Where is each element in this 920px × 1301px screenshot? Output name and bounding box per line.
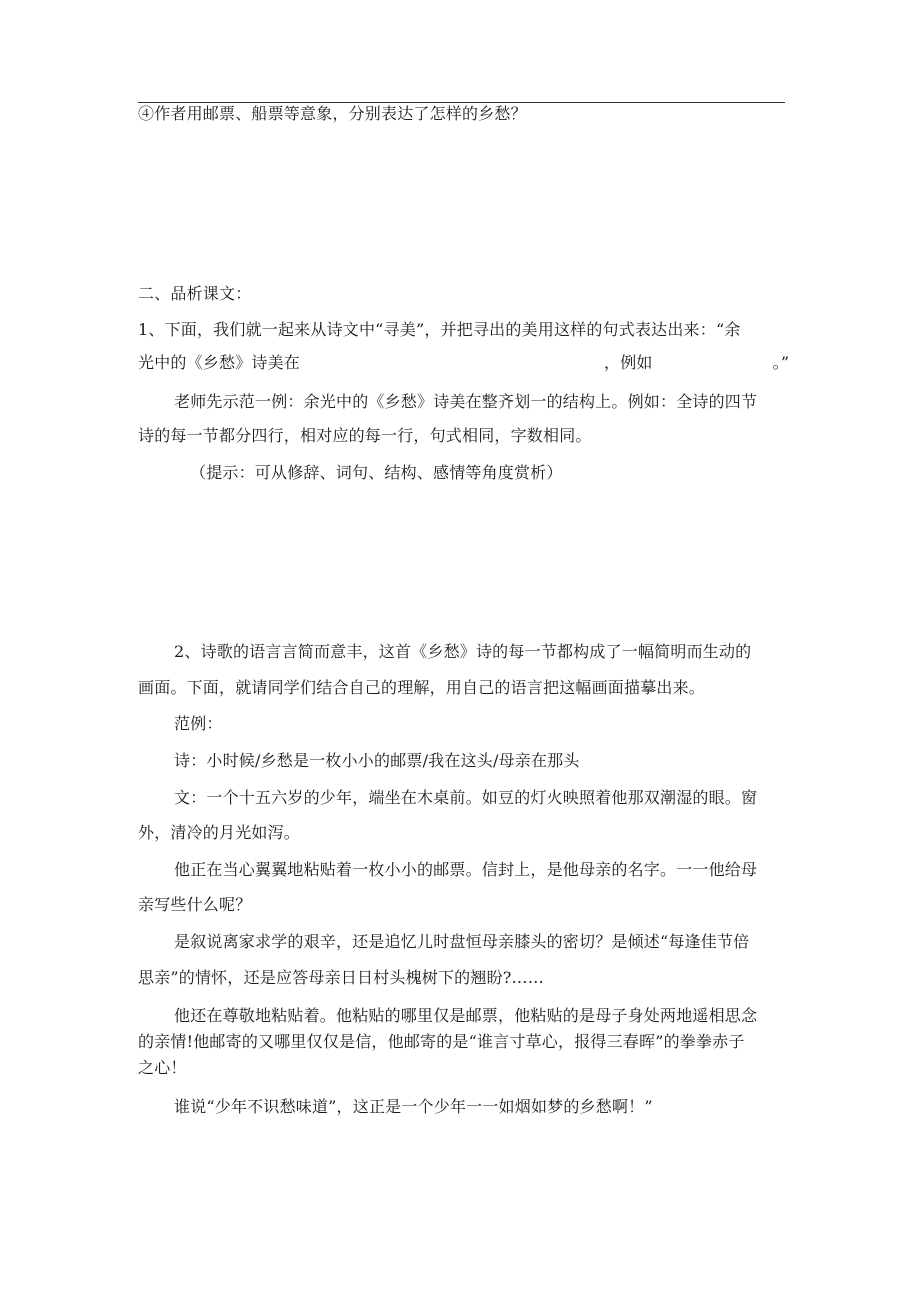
prose-p4-line1: 他还在尊敬地粘贴着。他粘贴的哪里仅是邮票，他粘贴的是母子身处两地遥相思念 — [174, 1006, 758, 1025]
prose-p1-line1: 文：一个十五六岁的少年，端坐在木桌前。如豆的灯火映照着他那双潮湿的眼。窗 — [174, 788, 758, 807]
item2-line1: 2、诗歌的语言言简而意丰，这首《乡愁》诗的每一节都构成了一幅简明而生动的 — [174, 642, 752, 661]
prose-p3-line1: 是叙说离家求学的艰辛，还是追忆儿时盘恒母亲膝头的密切？是倾述“每逢佳节倍 — [174, 932, 750, 951]
prose-p5: 谁说“少年不识愁味道”，这正是一个少年一一如烟如梦的乡愁啊！” — [174, 1097, 653, 1116]
prose-p4-line3: 之心！ — [138, 1058, 187, 1077]
question-4: ④作者用邮票、船票等意象，分别表达了怎样的乡愁？ — [138, 104, 527, 123]
top-rule-divider — [138, 102, 785, 103]
teacher-example-line1: 老师先示范一例：余光中的《乡愁》诗美在整齐划一的结构上。例如：全诗的四节 — [174, 392, 758, 411]
sample-label: 范例： — [174, 714, 223, 733]
prose-p1-line2: 外，清冷的月光如泻。 — [138, 823, 301, 842]
fill-in-suffix: 。” — [772, 353, 790, 372]
prose-p2-line2: 亲写些什么呢？ — [138, 895, 252, 914]
poem-line: 诗：小时候/乡愁是一枚小小的邮票/我在这头/母亲在那头 — [174, 751, 580, 770]
prose-p2-line1: 他正在当心翼翼地粘贴着一枚小小的邮票。信封上，是他母亲的名字。一一他给母 — [174, 860, 758, 879]
item1-line1: 1、下面，我们就一起来从诗文中“寻美”，并把寻出的美用这样的句式表达出来：“余 — [138, 320, 741, 339]
prose-p3-line2: 思亲”的情怀，还是应答母亲日日村头槐树下的翘盼?…… — [138, 968, 544, 987]
fill-in-middle: ，例如 — [604, 353, 653, 372]
fill-in-prefix: 光中的《乡愁》诗美在 — [138, 353, 301, 372]
item2-line2: 画面。下面，就请同学们结合自己的理解，用自己的语言把这幅画面描摹出来。 — [138, 678, 706, 697]
hint: （提示：可从修辞、词句、结构、感情等角度赏析） — [190, 463, 563, 482]
prose-p4-line2: 的亲情!他邮寄的又哪里仅仅是信，他邮寄的是“谁言寸草心，报得三春晖”的拳拳赤子 — [138, 1032, 745, 1051]
section-heading: 二、品析课文： — [138, 284, 252, 303]
teacher-example-line2: 诗的每一节都分四行，相对应的每一行，句式相同，字数相同。 — [138, 426, 592, 445]
item1-line2 — [138, 353, 789, 373]
